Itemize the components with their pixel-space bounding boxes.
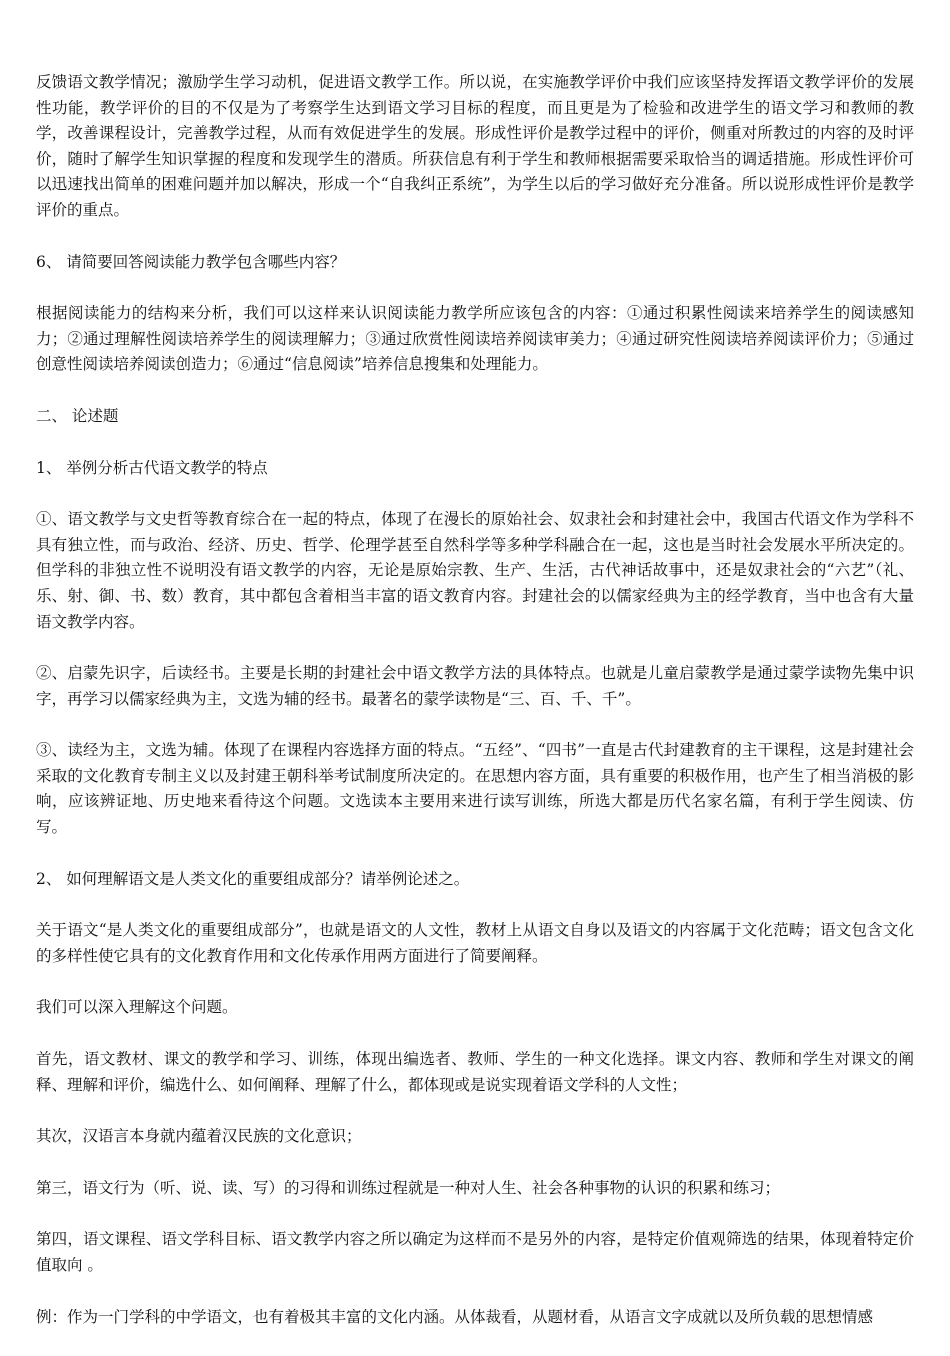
essay-2-fourth-point: 第四，语文课程、语文学科目标、语文教学内容之所以确定为这样而不是另外的内容，是特定价值观筛选的结果，体现着特定价值取向 。 [36,1230,914,1274]
essay-2-example: 例：作为一门学科的中学语文，也有着极其丰富的文化内涵。从体裁看，从题材看，从语言文字成就以及所负载的思想情感 [36,1307,874,1326]
essay-1-point-3: ③、读经为主，文选为辅。体现了在课程内容选择方面的特点。“五经”、“四书”一直是古代封建教育的主干课程，这是封建社会采取的文化教育专制主义以及封建王朝科举考试制度所决定的。在思想内容方面，具有重要的积极作用，也产生了相当消极的影响，应该辨证地、历史地来看待这个问题。文选读本主要用来进行读写训练，所选大都是历代名家名篇，有利于学生阅读、仿写。 [36,741,914,837]
essay-2-third-point: 第三，语文行为（听、说、读、写）的习得和训练过程就是一种对人生、社会各种事物的认识的积累和练习； [36,1178,781,1197]
document-body [36,70,914,1356]
essay-2-first-point: 首先，语文教材、课文的教学和学习、训练，体现出编选者、教师、学生的一种文化选择。课文内容、教师和学生对课文的阐释、理解和评价，编选什么、如何阐释、理解了什么，都体现或是说实现着语文学科的人文性； [36,1050,914,1094]
essay-2-intro: 关于语文“是人类文化的重要组成部分”，也就是语文的人文性，教材上从语文自身以及语文的内容属于文化范畴；语文包含文化的多样性使它具有的文化教育作用和文化传承作用两方面进行了简要阐释。 [36,921,914,965]
essay-1-point-2: ②、启蒙先识字，后读经书。主要是长期的封建社会中语文教学方法的具体特点。也就是儿童启蒙教学是通过蒙学读物先集中识字，再学习以儒家经典为主，文选为辅的经书。最著名的蒙学读物是“三、百、千、千”。 [36,664,914,708]
essay-1-point-1: ①、语文教学与文史哲等教育综合在一起的特点，体现了在漫长的原始社会、奴隶社会和封建社会中，我国古代语文作为学科不具有独立性，而与政治、经济、历史、哲学、伦理学甚至自然科学等多种学科融合在一起，这也是当时社会发展水平所决定的。但学科的非独立性不说明没有语文教学的内容，无论是原始宗教、生产、生活，古代神话故事中，还是奴隶社会的“六艺”（礼、乐、射、御、书、数）教育，其中都包含着相当丰富的语文教育内容。封建社会的以儒家经典为主的经学教育，当中也含有大量语文教学内容。 [36,510,914,631]
section-heading-essay: 二、 论述题 [36,406,119,425]
essay-2-second-point: 其次，汉语言本身就内蕴着汉民族的文化意识； [36,1127,362,1146]
question-6-heading: 6、 请简要回答阅读能力教学包含哪些内容？ [36,252,346,271]
essay-question-2-heading: 2、 如何理解语文是人类文化的重要组成部分？请举例论述之。 [36,869,470,888]
essay-question-1-heading: 1、 举例分析古代语文教学的特点 [36,458,268,477]
answer-6-paragraph: 根据阅读能力的结构来分析，我们可以这样来认识阅读能力教学所应该包含的内容：①通过积累性阅读来培养学生的阅读感知力；②通过理解性阅读培养学生的阅读理解力；③通过欣赏性阅读培养阅读审美力；④通过研究性阅读培养阅读评价力；⑤通过创意性阅读培养阅读创造力；⑥通过“信息阅读”培养信息搜集和处理能力。 [36,304,914,374]
paragraph-evaluation-summary: 反馈语文教学情况；激励学生学习动机，促进语文教学工作。所以说，在实施教学评价中我们应该坚持发挥语文教学评价的发展性功能，教学评价的目的不仅是为了考察学生达到语文学习目标的程度，而且更是为了检验和改进学生的语文学习和教师的教学，改善课程设计，完善教学过程，从而有效促进学生的发展。形成性评价是教学过程中的评价，侧重对所教过的内容的及时评价，随时了解学生知识掌握的程度和发现学生的潜质。所获信息有利于学生和教师根据需要采取恰当的调适措施。形成性评价可以迅速找出简单的困难问题并加以解决，形成一个“自我纠正系统”，为学生以后的学习做好充分准备。所以说形成性评价是教学评价的重点。 [36,73,914,219]
essay-2-transition: 我们可以深入理解这个问题。 [36,998,238,1017]
